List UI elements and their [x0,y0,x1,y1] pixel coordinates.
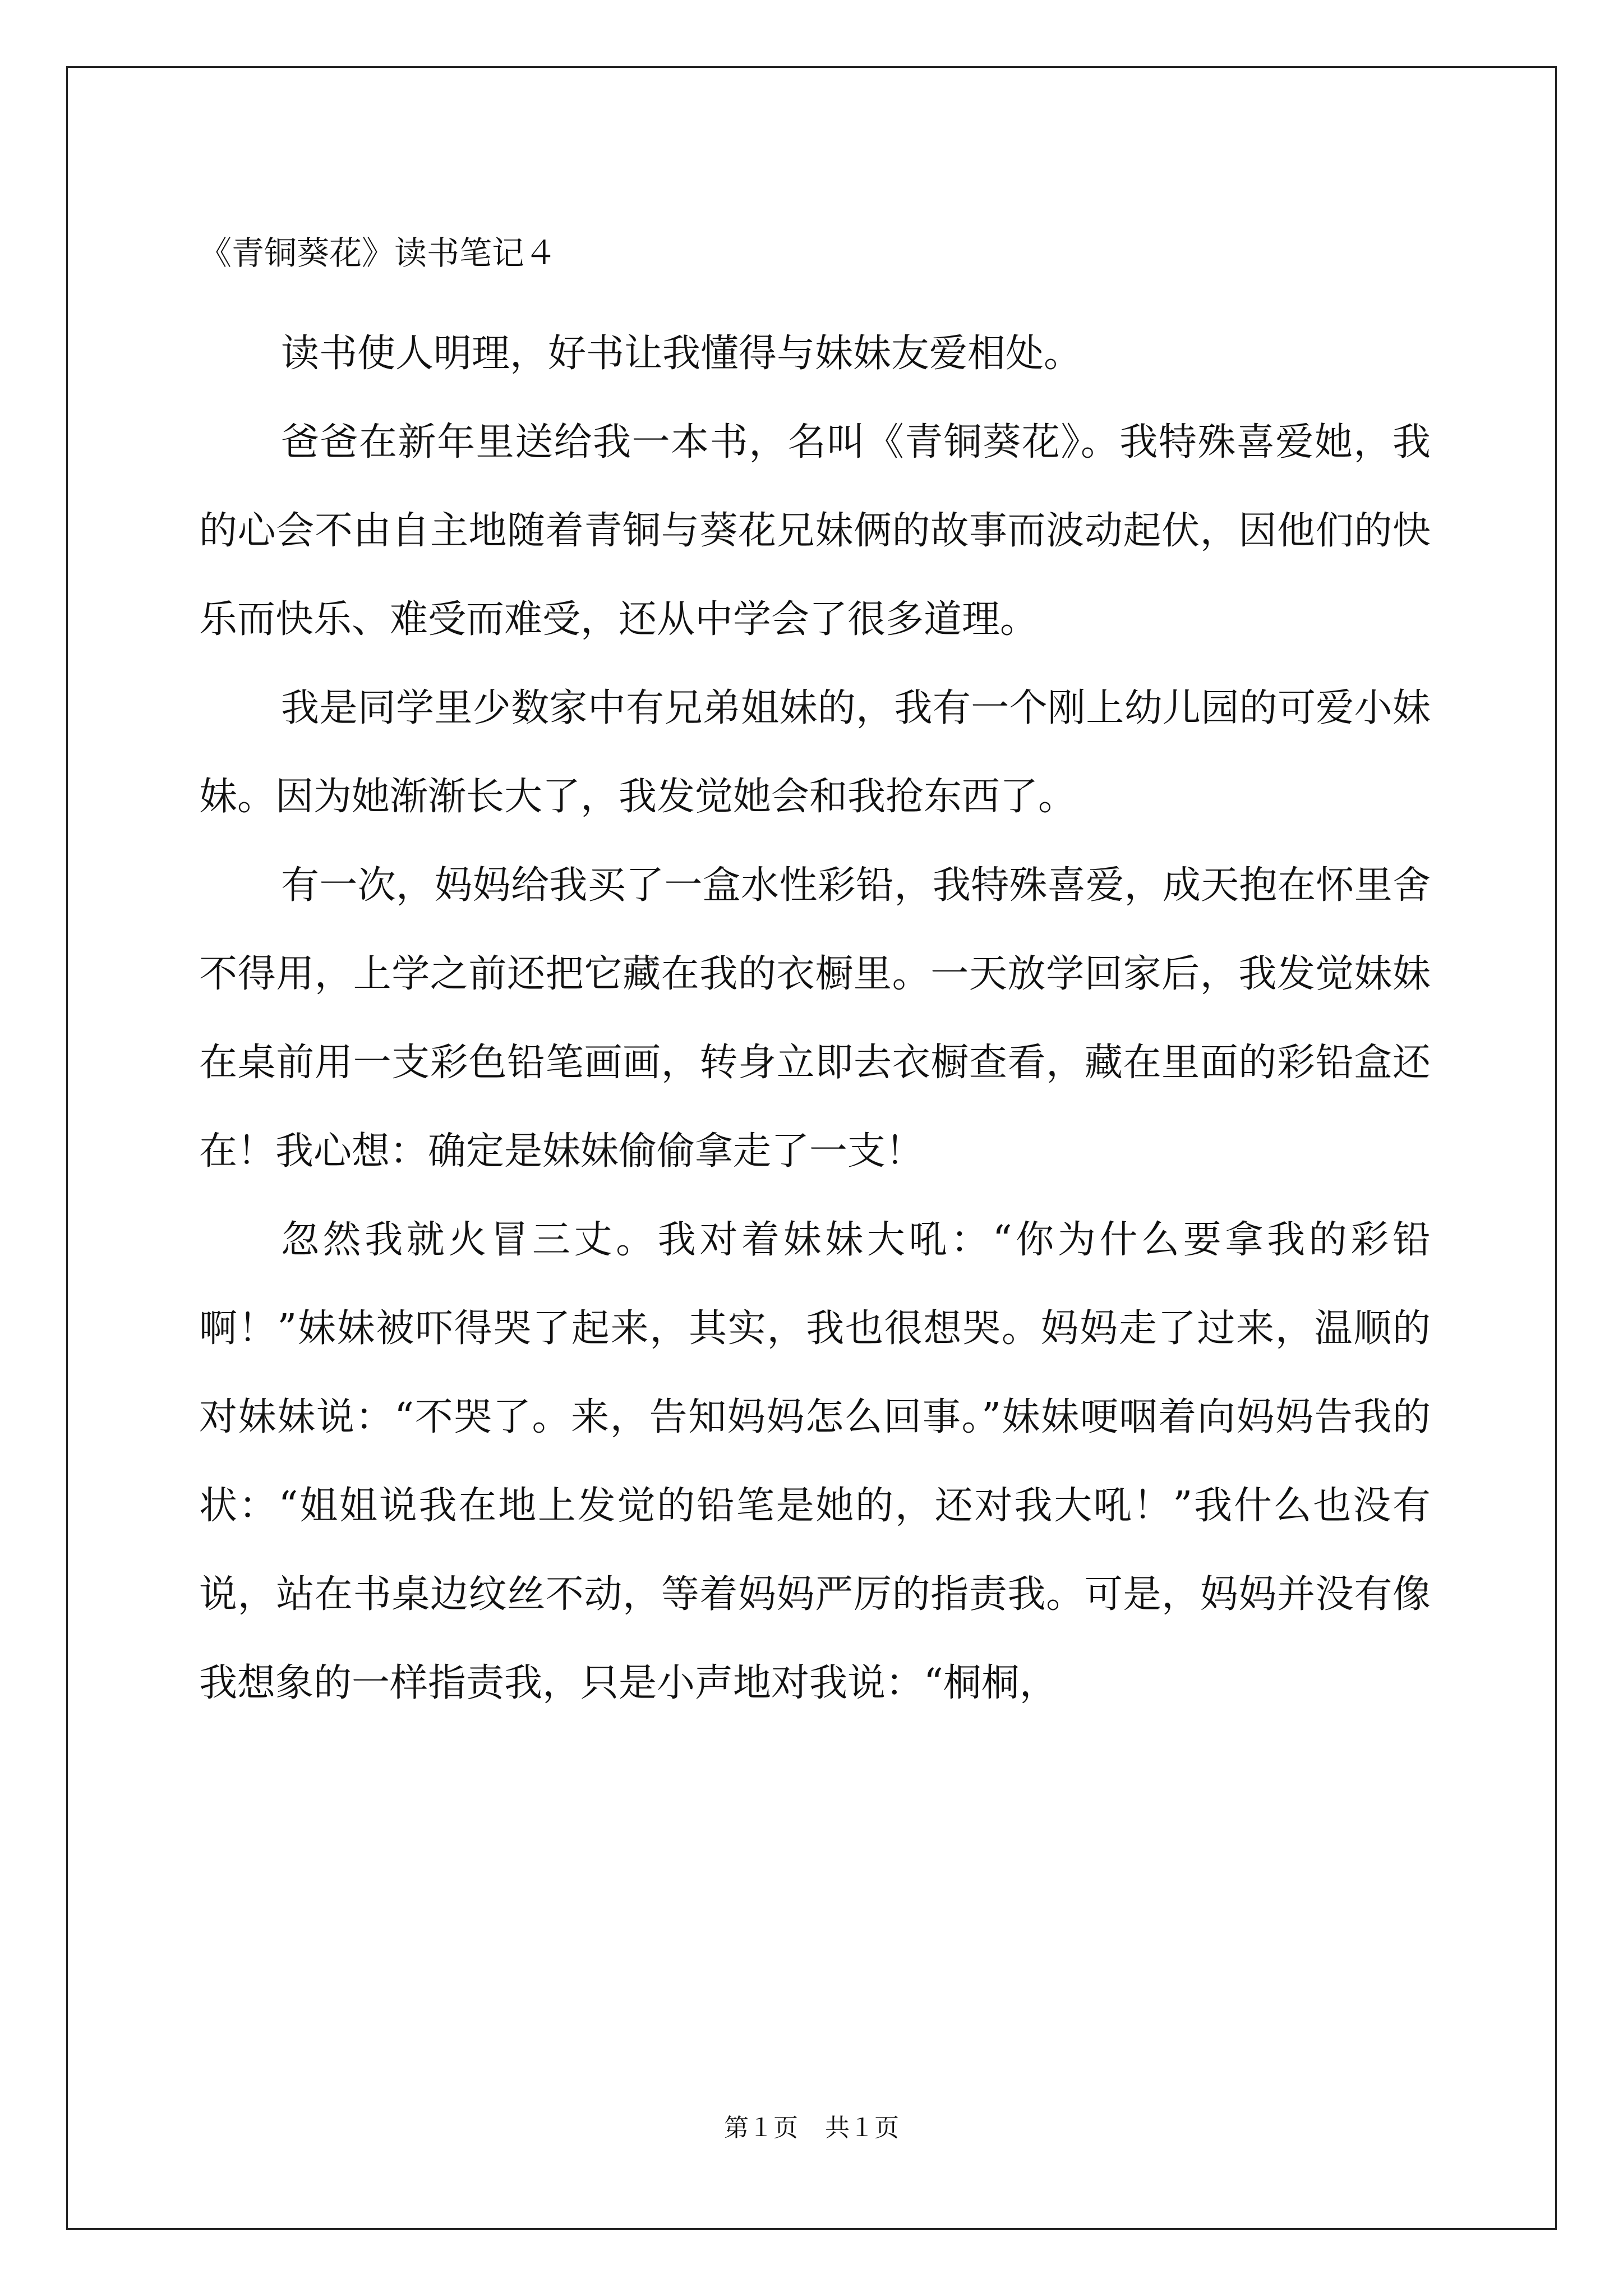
page-total: 共１页 [825,2114,899,2142]
paragraph-1: 读书使人明理，好书让我懂得与妹妹友爱相处。 [281,332,1082,376]
paragraph-3: 我是同学里少数家中有兄弟姐妹的，我有一个刚上幼儿园的可爱小妹妹。因为她渐渐长大了，我发觉她会和我抢东西了。 [199,686,1431,819]
paragraph-5: 忽然我就火冒三丈。我对着妹妹大吼：“你为什么要拿我的彩铅啊！”妹妹被吓得哭了起来，其实，我也很想哭。妈妈走了过来，温顺的对妹妹说：“不哭了。来，告知妈妈怎么回事。”妹妹哽咽着向妈妈告我的状：“姐姐说我在地上发觉的铅笔是她的，还对我大吼！”我什么也没有说，站在书桌边纹丝不动，等着妈妈严厉的指责我。可是，妈妈并没有像我想象的一样指责我，只是小声地对我说：“桐桐， [199,1218,1431,1705]
document-title: 《青铜葵花》读书笔记４ [199,234,557,272]
paragraph-4: 有一次，妈妈给我买了一盒水性彩铅，我特殊喜爱，成天抱在怀里舍不得用，上学之前还把它藏在我的衣橱里。一天放学回家后，我发觉妹妹在桌前用一支彩色铅笔画画，转身立即去衣橱查看，藏在里面的彩铅盒还在！我心想：确定是妹妹偷偷拿走了一支！ [199,863,1431,1174]
page-number: 第１页 [724,2114,798,2142]
document-body [199,222,1431,1728]
paragraph-2: 爸爸在新年里送给我一本书，名叫《青铜葵花》。我特殊喜爱她，我的心会不由自主地随着青铜与葵花兄妹俩的故事而波动起伏，因他们的快乐而快乐、难受而难受，还从中学会了很多道理。 [199,420,1431,642]
page-footer [0,2111,1623,2145]
